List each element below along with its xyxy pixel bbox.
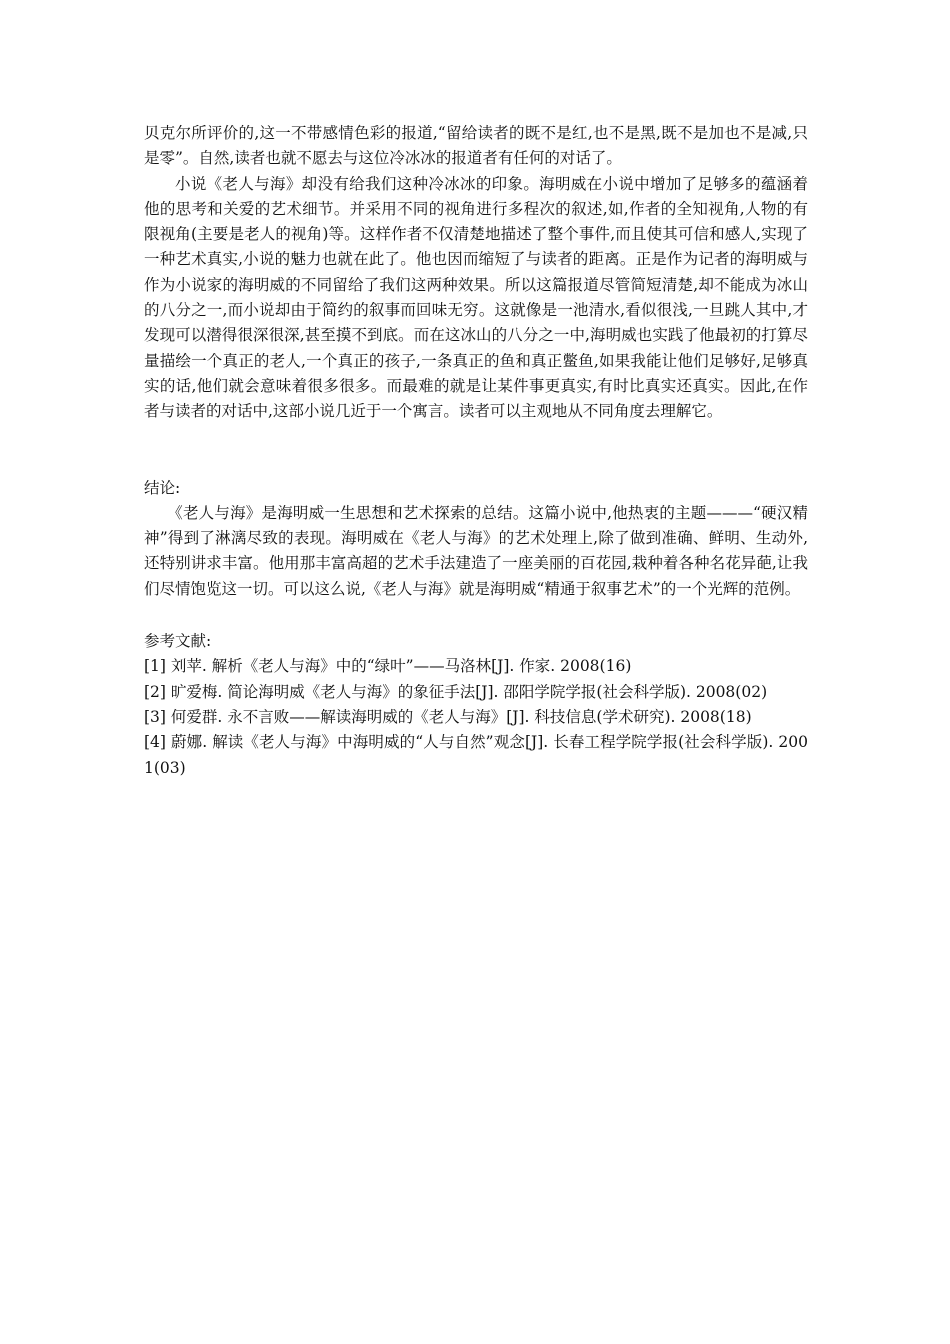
reference-item: [3] 何爱群. 永不言败——解读海明威的《老人与海》[J]. 科技信息(学术研究). 2008(18) [144,707,752,726]
document-page [144,121,808,781]
references-heading: 参考文献: [144,632,212,651]
conclusion-heading: 结论: [144,478,181,497]
reference-item: [2] 旷爱梅. 简论海明威《老人与海》的象征手法[J]. 邵阳学院学报(社会科学版). 2008(02) [144,682,768,701]
reference-list [144,654,808,780]
body-paragraph-2: 小说《老人与海》却没有给我们这种冷冰冰的印象。海明威在小说中增加了足够多的蕴涵着他的思考和关爱的艺术细节。并采用不同的视角进行多程次的叙述,如,作者的全知视角,人物的有限视角(主要是老人的视角)等。这样作者不仅清楚地描述了整个事件,而且使其可信和感人,实现了一种艺术真实,小说的魅力也就在此了。他也因而缩短了与读者的距离。正是作为记者的海明威与作为小说家的海明威的不同留给了我们这两种效果。所以这篇报道尽管简短清楚,却不能成为冰山的八分之一,而小说却由于简约的叙事而回味无穷。这就像是一池清水,看似很浅,一旦跳人其中,才发现可以潜得很深很深,甚至摸不到底。而在这冰山的八分之一中,海明威也实践了他最初的打算尽量描绘一个真正的老人,一个真正的孩子,一条真正的鱼和真正鳖鱼,如果我能让他们足够好,足够真实的话,他们就会意味着很多很多。而最难的就是让某件事更真实,有时比真实还真实。因此,在作者与读者的对话中,这部小说几近于一个寓言。读者可以主观地从不同角度去理解它。 [144,174,808,421]
conclusion-paragraph: 《老人与海》是海明威一生思想和艺术探索的总结。这篇小说中,他热衷的主题———“硬汉精神”得到了淋漓尽致的表现。海明威在《老人与海》的艺术处理上,除了做到准确、鲜明、生动外,还特别讲求丰富。他用那丰富高超的艺术手法建造了一座美丽的百花园,栽种着各种名花异葩,让我们尽情饱览这一切。可以这么说,《老人与海》就是海明威“精通于叙事艺术”的一个光辉的范例。 [144,503,808,598]
reference-item: [4] 蔚娜. 解读《老人与海》中海明威的“人与自然”观念[J]. 长春工程学院学报(社会科学版). 2001(03) [144,733,808,777]
body-paragraph-1: 贝克尔所评价的,这一不带感情色彩的报道,“留给读者的既不是红,也不是黑,既不是加也不是减,只是零”。自然,读者也就不愿去与这位冷冰冰的报道者有任何的对话了。 [144,124,808,168]
reference-item: [1] 刘苹. 解析《老人与海》中的“绿叶”——马洛林[J]. 作家. 2008(16) [144,657,632,676]
